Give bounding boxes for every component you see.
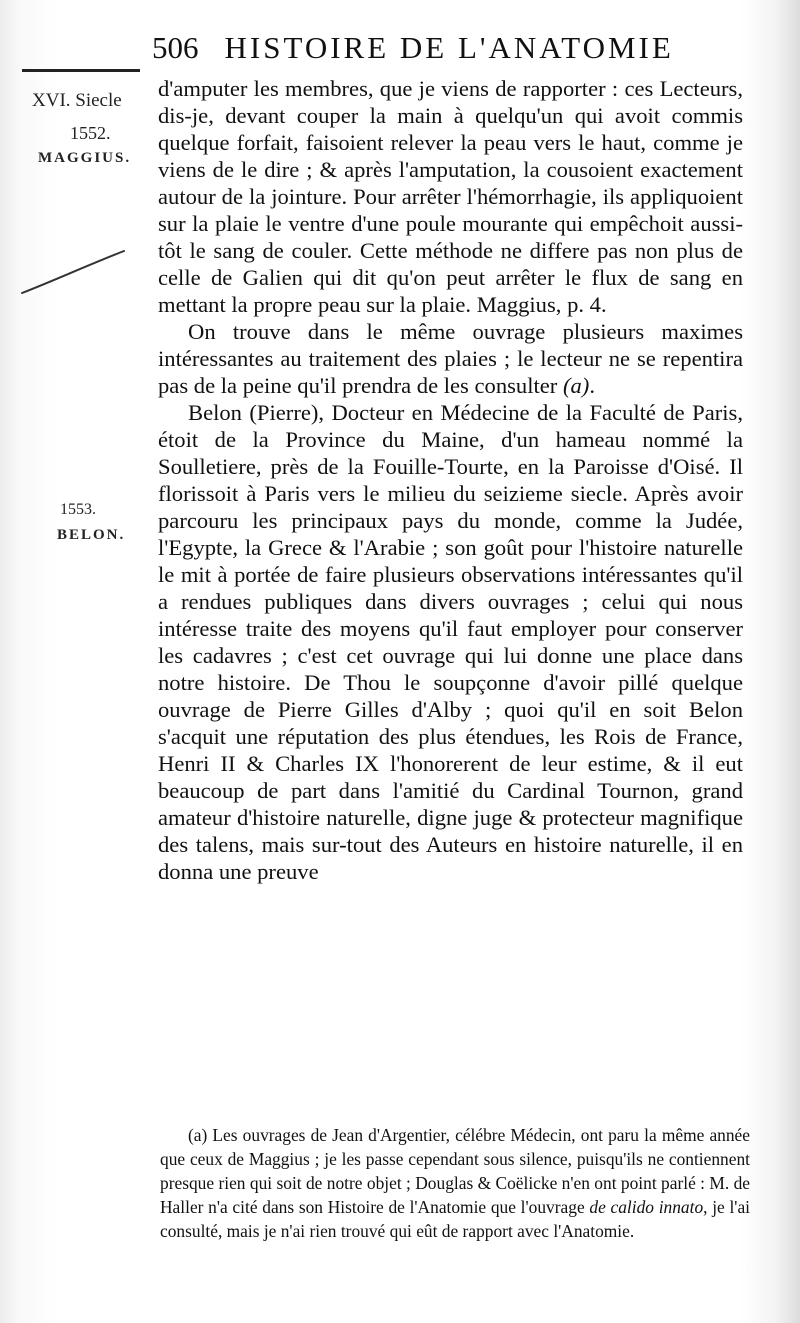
footnote-work-title: de calido innato bbox=[589, 1197, 704, 1217]
pen-stroke-mark bbox=[18, 245, 128, 305]
page-number: 506 bbox=[152, 30, 199, 65]
margin-note-year-belon: 1553. bbox=[60, 501, 96, 518]
margin-rule bbox=[22, 69, 140, 72]
footnote-a bbox=[160, 1123, 750, 1243]
running-title: HISTOIRE DE L'ANATOMIE bbox=[224, 30, 674, 65]
paragraph-amputation: d'amputer les membres, que je viens de rapporter : ces Lecteurs, dis-je, devant couper la main à quelqu'un qui avoit commis quelque forfait, faisoient relever la peau vers le haut, comme je viens de le dire ; & après l'amputation, la cousoient exactement autour de la jointure. Pour arrêter l'hémorrhagie, ils appliquoient sur la plaie le ventre d'une poule mourante qui empêchoit aussi-tôt le sang de couler. Cette méthode ne differe pas non plus de celle de Galien qui dit qu'on peut arrêter le flux de sang en mettant la propre peau sur la plaie. Maggius, p. 4. bbox=[158, 76, 743, 317]
paragraph-maximes-text: On trouve dans le même ouvrage plusieurs maximes intéressantes au traitement des plaies ; le lecteur ne se repentira pas de la peine qu'il prendra de les consulter bbox=[158, 319, 743, 398]
footnote-text-start: (a) Les ouvrages de Jean d'Argentier, célébre Médecin, ont paru la même année que ceux de Maggius ; je les passe cependant sous silence, puisqu'ils ne contiennent presque rien qui soit de notre objet ; Douglas & Coëlicke n'en ont point parlé : M. de Haller n'a cité dans son Histoire de l'Anatomie que l'ouvrage bbox=[160, 1125, 750, 1217]
margin-note-year-maggius: 1552. bbox=[70, 123, 111, 143]
running-header bbox=[152, 30, 772, 70]
margin-note-name-belon: BELON. bbox=[57, 527, 126, 543]
main-text bbox=[158, 75, 743, 885]
footnote-text-end: , je l'ai consulté, mais je n'ai rien trouvé qui eût de rapport avec l'Anatomie. bbox=[160, 1197, 750, 1241]
paragraph-belon: Belon (Pierre), Docteur en Médecine de la Faculté de Paris, étoit de la Province du Maine, d'un hameau nommé la Soulletiere, près de la Fouille-Tourte, en la Paroisse d'Oisé. Il florissoit à Paris vers le milieu du seizieme siecle. Après avoir parcouru les principaux pays du monde, comme la Judée, l'Egypte, la Grece & l'Arabie ; son goût pour l'histoire naturelle le mit à portée de faire plusieurs observations intéressantes qu'il a rendues publiques dans divers ouvrages ; celui qui nous intéresse traite des moyens qu'il faut employer pour conserver les cadavres ; c'est cet ouvrage qui lui donne une place dans notre histoire. De Thou le soupçonne d'avoir pillé quelque ouvrage de Pierre Gilles d'Alby ; quoi qu'il en soit Belon s'acquit une réputation des plus étendues, les Rois de France, Henri II & Charles IX l'honorerent de leur estime, & il eut beaucoup de part dans l'amitié du Cardinal Tournon, grand amateur d'histoire naturelle, digne juge & protecteur magnifique des talens, mais sur-tout des Auteurs en histoire naturelle, il en donna une preuve bbox=[158, 400, 743, 884]
paragraph-maximes-end: . bbox=[589, 373, 595, 398]
margin-note-century: XVI. Siecle bbox=[32, 90, 122, 111]
footnote bbox=[160, 1123, 750, 1243]
paragraph-maximes bbox=[158, 318, 743, 399]
margin-note-name-maggius: MAGGIUS. bbox=[38, 150, 132, 166]
footnote-reference: (a) bbox=[562, 373, 590, 398]
